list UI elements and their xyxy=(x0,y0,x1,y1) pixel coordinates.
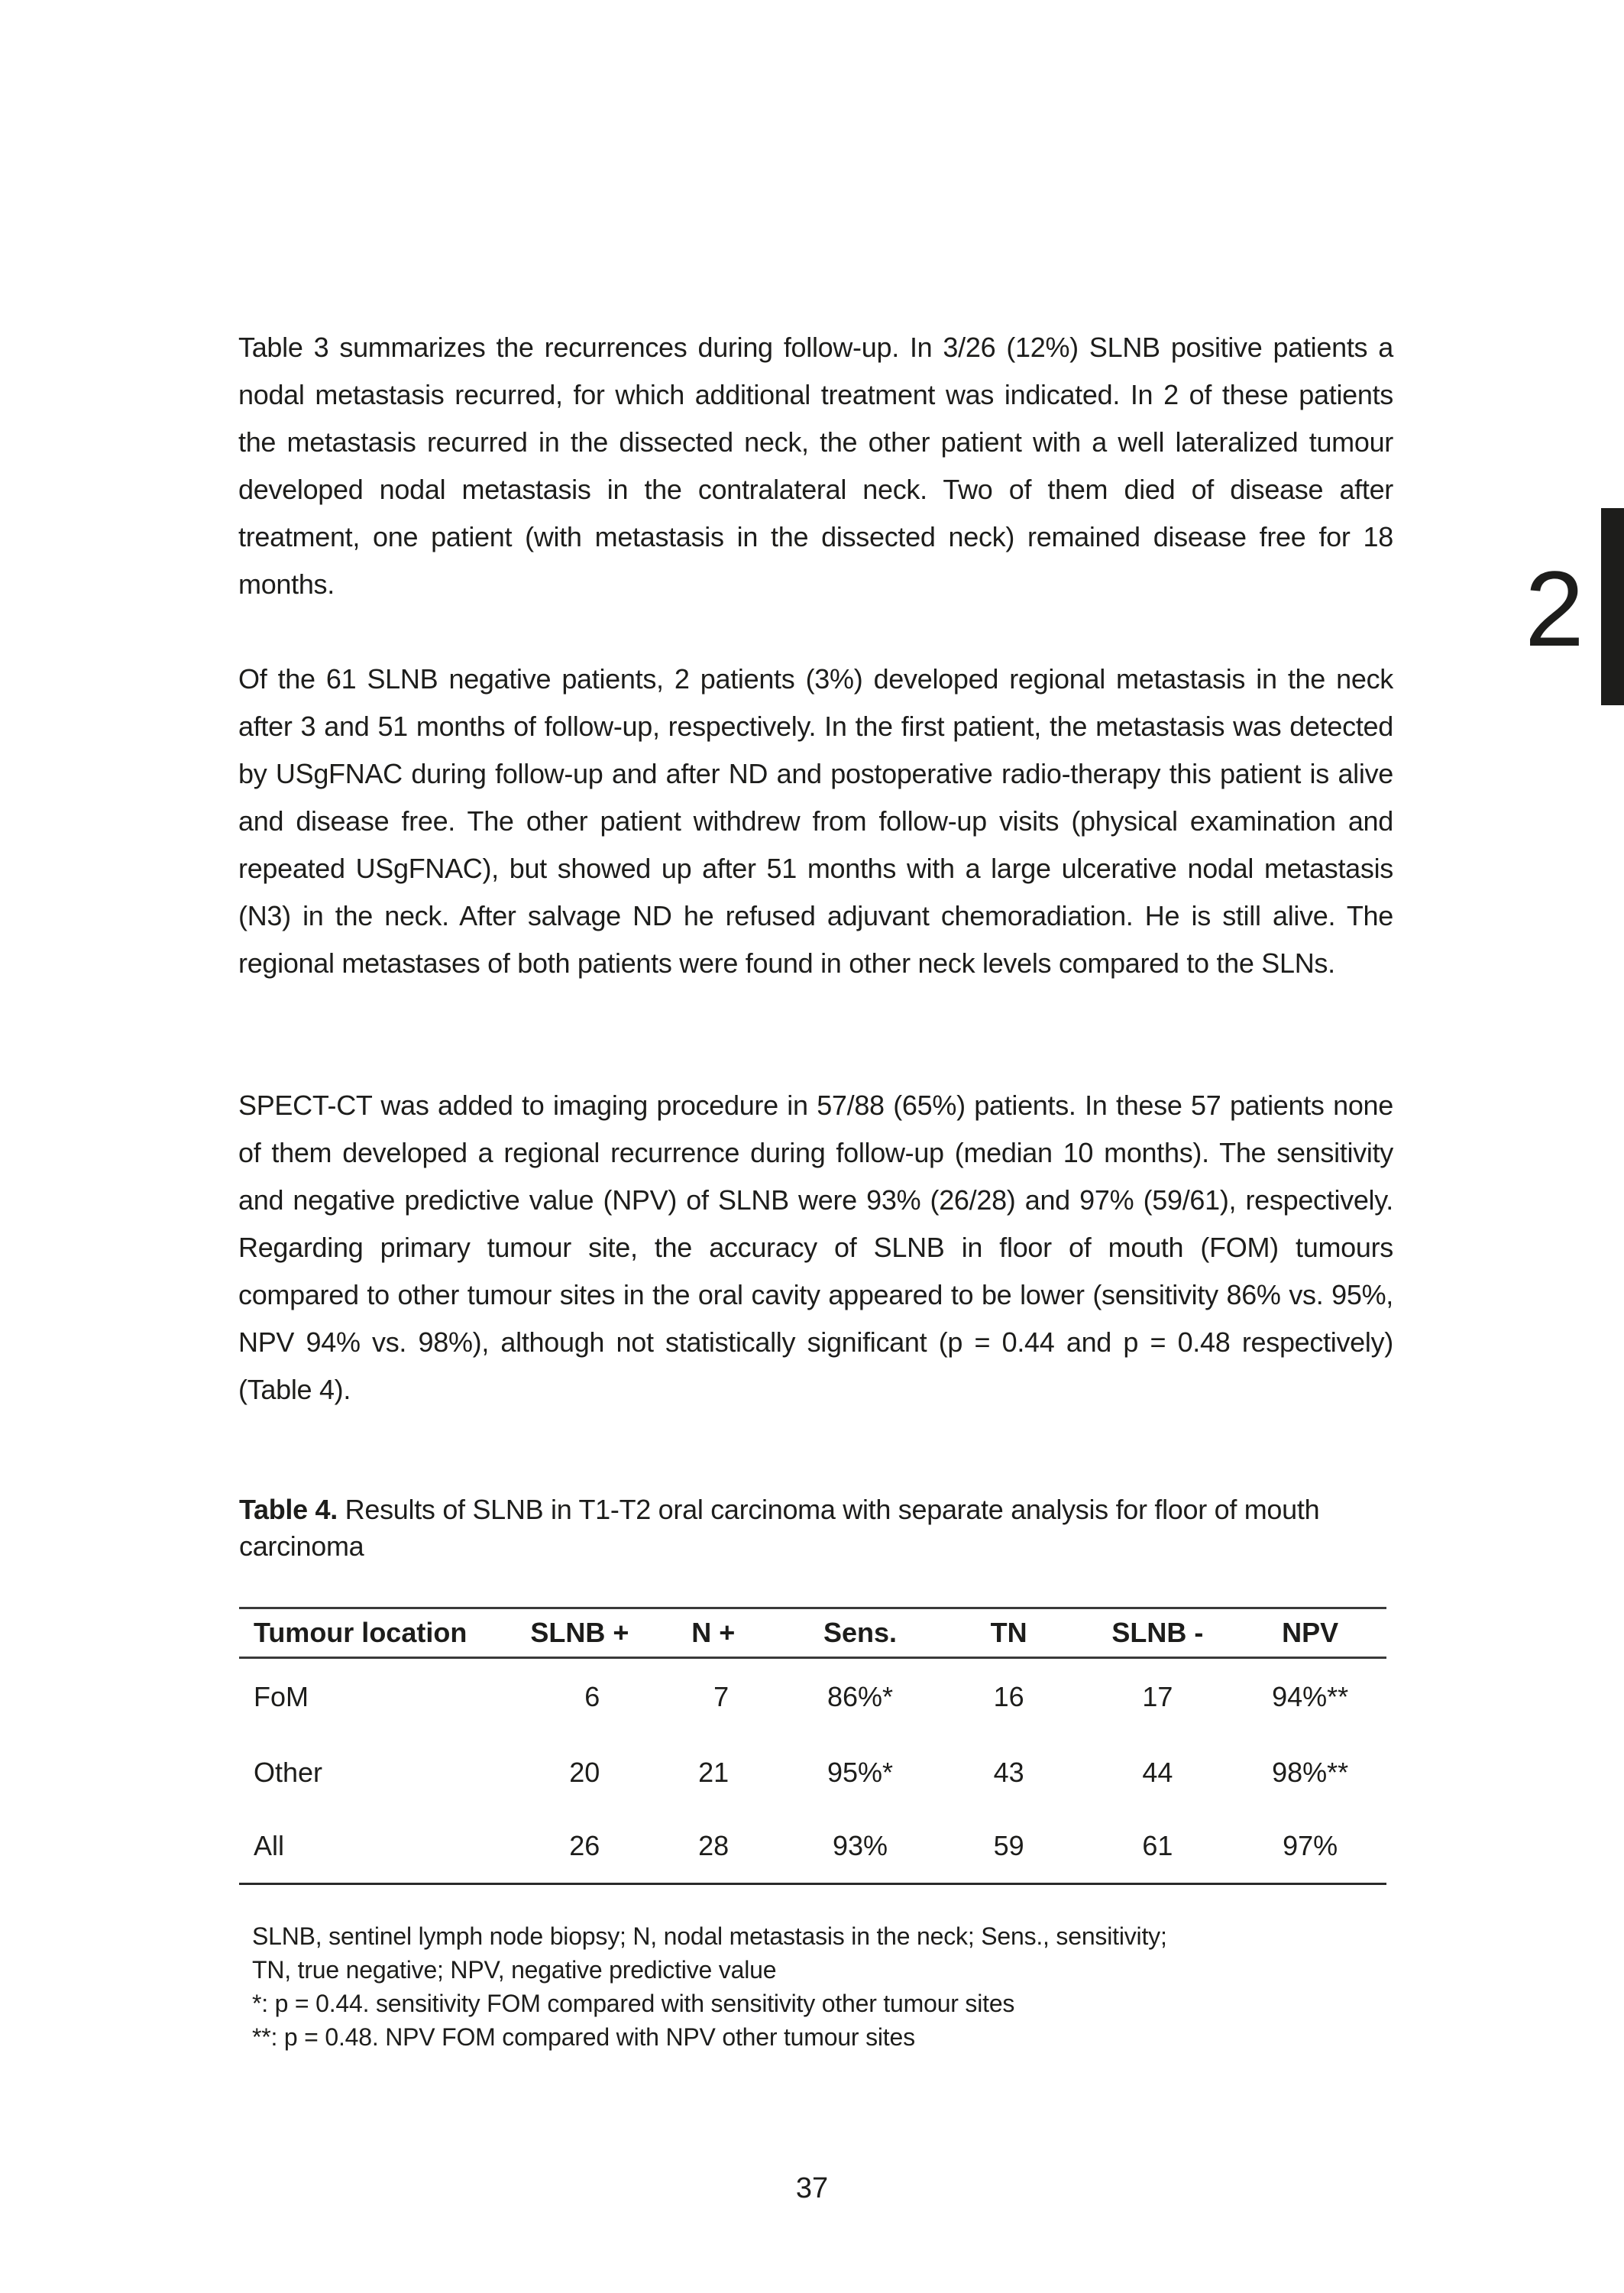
cell-n-positive: 28 xyxy=(698,1830,730,1861)
cell-npv: 94%** xyxy=(1272,1681,1349,1712)
chapter-tab-bar xyxy=(1601,508,1624,705)
header-slnb-negative: SLNB - xyxy=(1111,1617,1204,1648)
table-row-fom xyxy=(239,1658,1386,1736)
cell-n-positive: 21 xyxy=(698,1756,730,1788)
footnote-sensitivity-p: *: p = 0.44. sensitivity FOM compared with sensitivity other tumour sites xyxy=(252,1990,1015,2017)
footnote-npv-p: **: p = 0.48. NPV FOM compared with NPV other tumour sites xyxy=(252,2023,915,2051)
cell-true-negative: 43 xyxy=(993,1756,1024,1788)
chapter-number: 2 xyxy=(1525,549,1584,669)
table-header-row xyxy=(239,1608,1386,1658)
cell-slnb-positive: 6 xyxy=(584,1681,600,1712)
header-sensitivity: Sens. xyxy=(823,1617,897,1648)
table-row-all xyxy=(239,1809,1386,1884)
paragraph-slnb-negative xyxy=(238,656,1393,987)
cell-location: Other xyxy=(254,1756,323,1788)
cell-true-negative: 59 xyxy=(993,1830,1024,1861)
cell-slnb-negative: 44 xyxy=(1142,1756,1173,1788)
header-slnb-positive: SLNB + xyxy=(530,1617,629,1648)
cell-location: All xyxy=(254,1830,285,1861)
cell-sensitivity: 95%* xyxy=(827,1756,893,1788)
paragraph-spect-ct xyxy=(238,1082,1393,1414)
paragraph-text: Of the 61 SLNB negative patients, 2 patients (3%) developed regional metastasis in the neck after 3 and 51 months of follow-up, respectively. In the first patient, the metastasis was detected by USgFNAC during follow-up and after ND and postoperative radio-therapy this patient is alive and disease free. The other patient withdrew from follow-up visits (physical examination and repeated USgFNAC), but showed up after 51 months with a large ulcerative nodal metastasis (N3) in the neck. After salvage ND he refused adjuvant chemoradiation. He is still alive. The regional metastases of both patients were found in other neck levels compared to the SLNs. xyxy=(238,663,1393,979)
results-table xyxy=(239,1607,1386,1885)
page-number: 37 xyxy=(795,2172,829,2204)
cell-location: FoM xyxy=(254,1681,309,1712)
table-caption-label: Table 4. xyxy=(239,1494,338,1525)
cell-sensitivity: 93% xyxy=(832,1830,888,1861)
footnote-abbreviations-2: TN, true negative; NPV, negative predictive value xyxy=(252,1956,777,1984)
table-row-other xyxy=(239,1735,1386,1809)
paragraph-recurrences xyxy=(238,324,1393,608)
header-true-negative: TN xyxy=(990,1617,1027,1648)
cell-npv: 98%** xyxy=(1272,1756,1349,1788)
cell-true-negative: 16 xyxy=(993,1681,1024,1712)
footnote-abbreviations-1: SLNB, sentinel lymph node biopsy; N, nodal metastasis in the neck; Sens., sensitivity; xyxy=(252,1922,1167,1950)
cell-slnb-negative: 17 xyxy=(1142,1681,1173,1712)
header-npv: NPV xyxy=(1282,1617,1339,1648)
header-n-positive: N + xyxy=(691,1617,736,1648)
cell-slnb-positive: 20 xyxy=(569,1756,600,1788)
cell-slnb-positive: 26 xyxy=(569,1830,600,1861)
paragraph-text: Table 3 summarizes the recurrences during follow-up. In 3/26 (12%) SLNB positive patients a nodal metastasis recurred, for which additional treatment was indicated. In 2 of these patients the metastasis recurred in the dissected neck, the other patient with a well lateralized tumour developed nodal metastasis in the contralateral neck. Two of them died of disease after treatment, one patient (with metastasis in the dissected neck) remained disease free for 18 months. xyxy=(238,332,1393,600)
cell-slnb-negative: 61 xyxy=(1142,1830,1173,1861)
table-footnotes xyxy=(252,1919,1398,2054)
paragraph-text: SPECT-CT was added to imaging procedure in 57/88 (65%) patients. In these 57 patients none of them developed a regional recurrence during follow-up (median 10 months). The sensitivity and negative predictive value (NPV) of SLNB were 93% (26/28) and 97% (59/61), respectively. Regarding primary tumour site, the accuracy of SLNB in floor of mouth (FOM) tumours compared to other tumour sites in the oral cavity appeared to be lower (sensitivity 86% vs. 95%, NPV 94% vs. 98%), although not statistically significant (p = 0.44 and p = 0.48 respectively) (Table 4). xyxy=(238,1090,1393,1405)
cell-npv: 97% xyxy=(1283,1830,1338,1861)
header-tumour-location: Tumour location xyxy=(254,1617,467,1648)
cell-n-positive: 7 xyxy=(713,1681,730,1712)
table-caption xyxy=(239,1491,1385,1565)
cell-sensitivity: 86%* xyxy=(827,1681,893,1712)
table-caption-text: Results of SLNB in T1-T2 oral carcinoma with separate analysis for floor of mouth carcinoma xyxy=(239,1494,1320,1562)
